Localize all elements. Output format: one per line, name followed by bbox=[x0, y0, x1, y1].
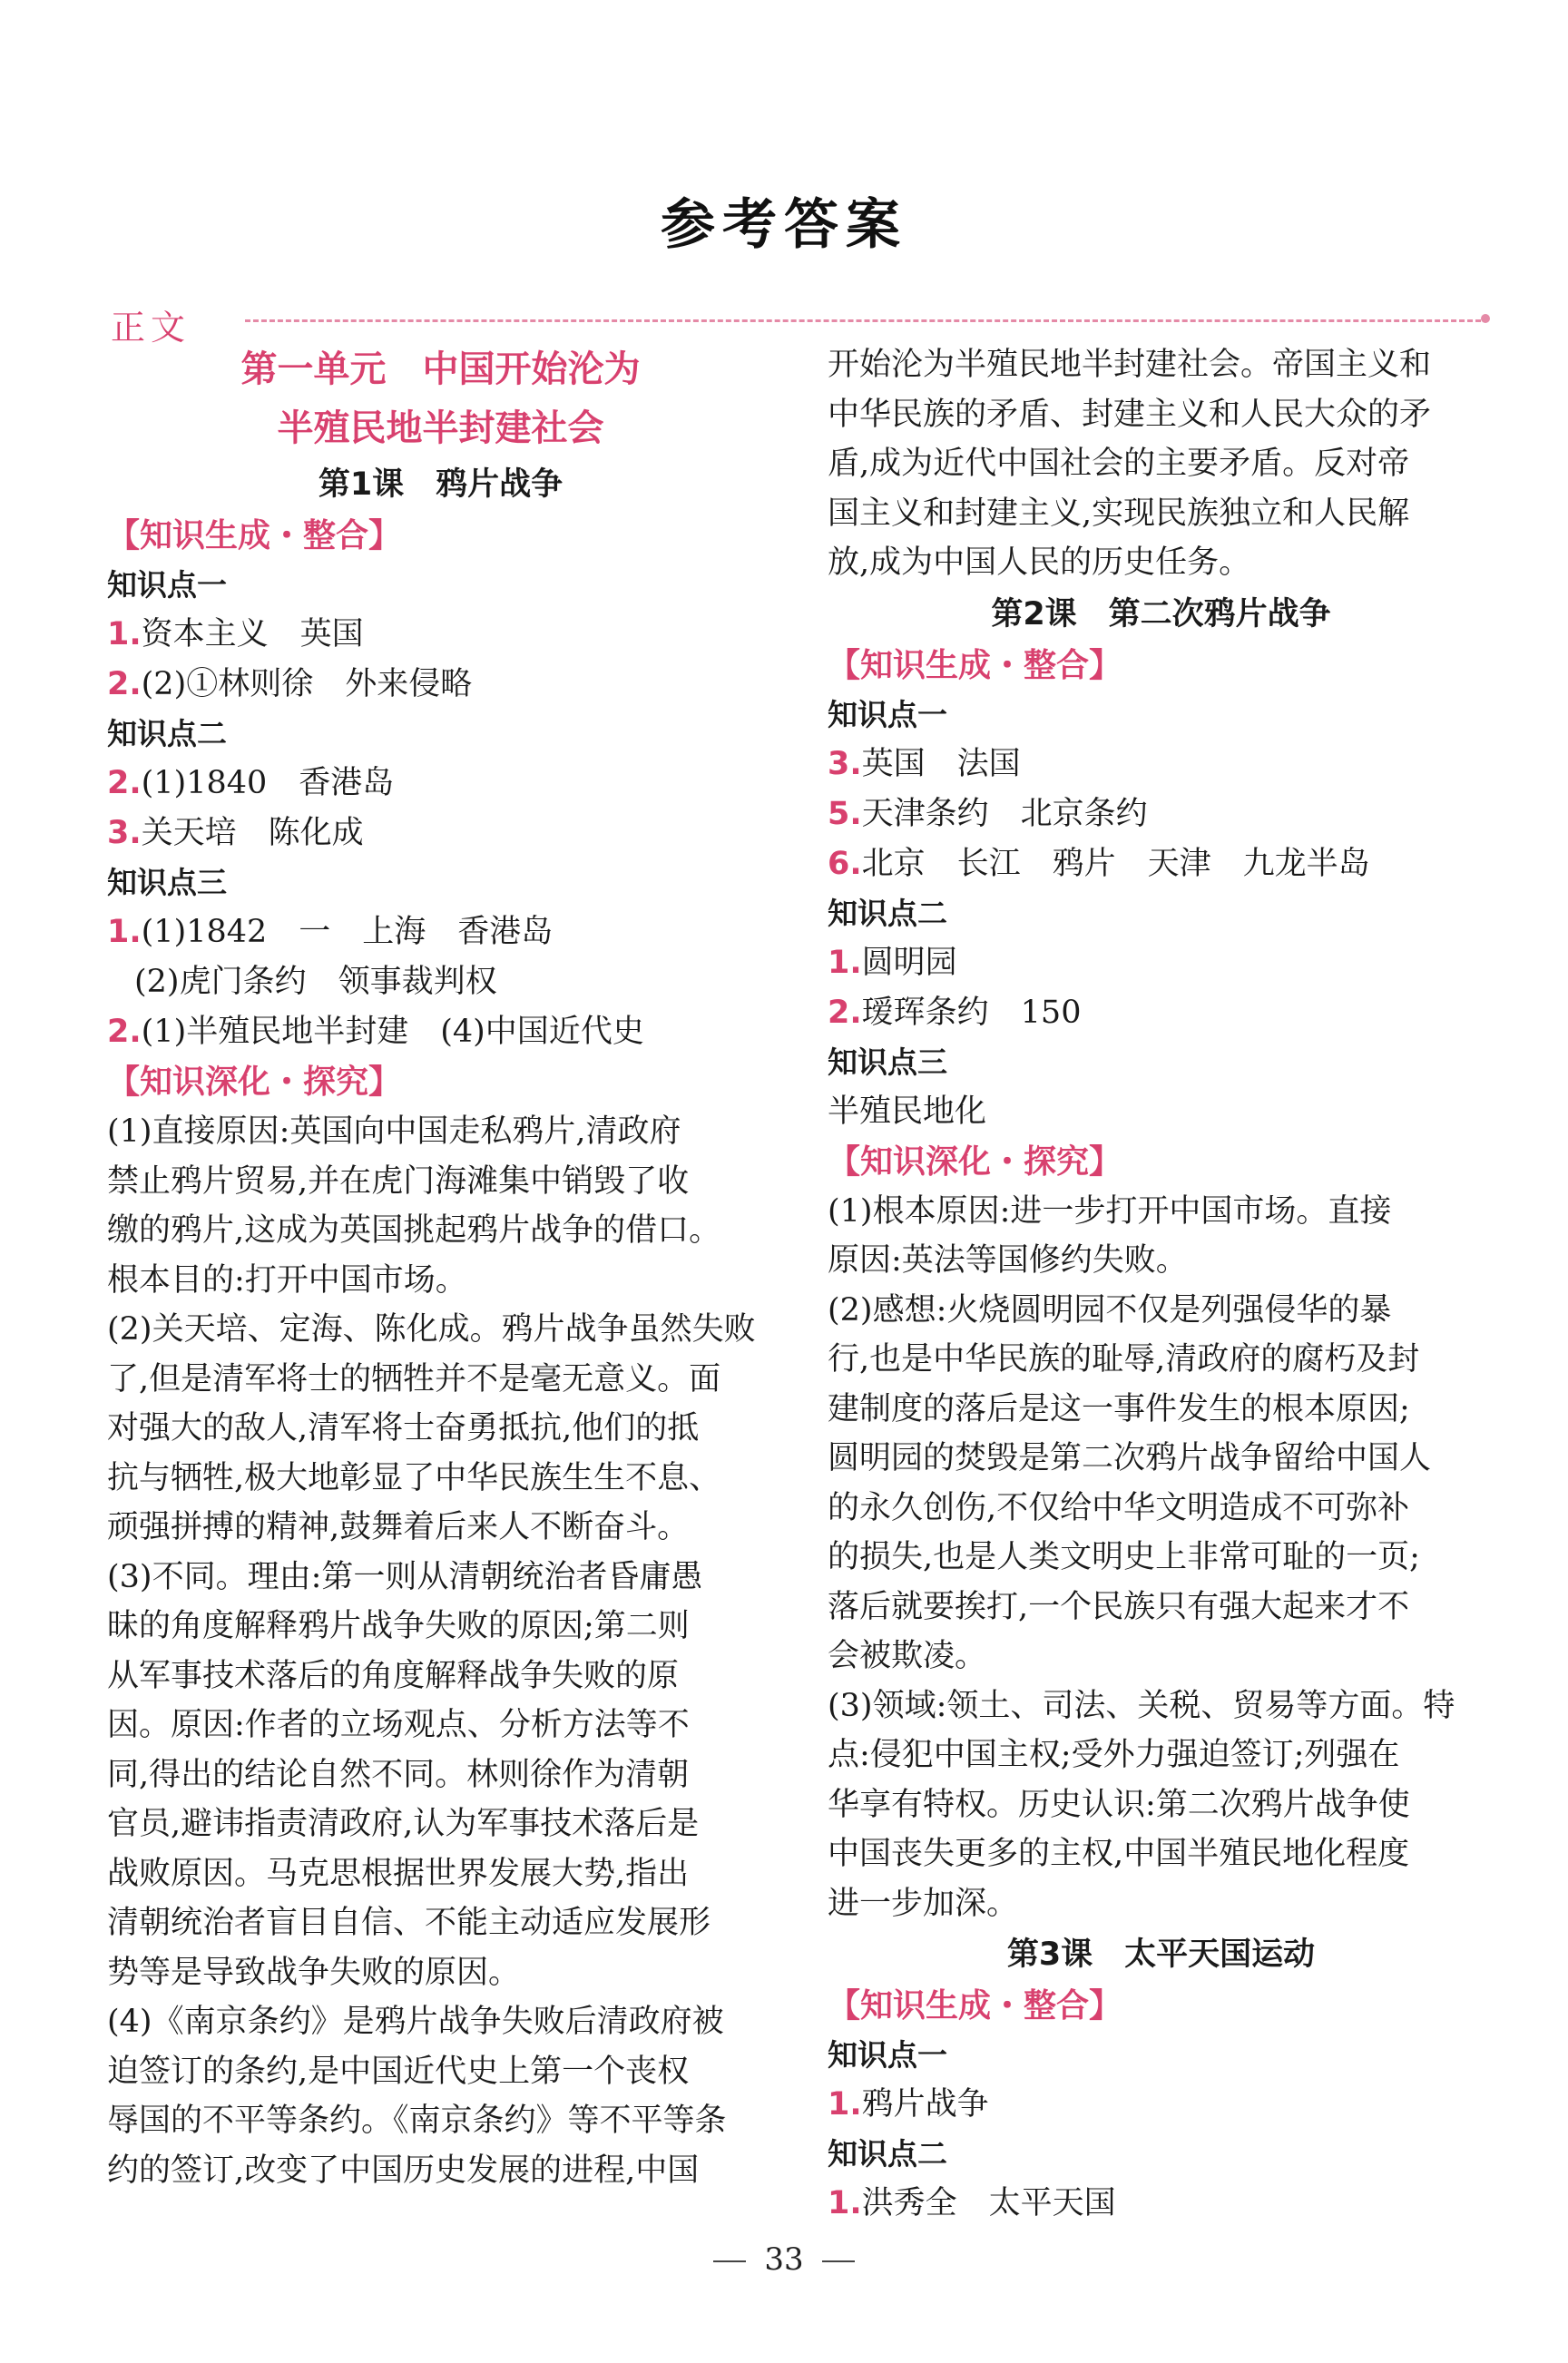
paragraph-line: 抗与牺牲,极大地彰显了中华民族生生不息、 bbox=[107, 1459, 721, 1496]
paragraph-line: 从军事技术落后的角度解释战争失败的原 bbox=[107, 1657, 680, 1694]
page-number-value: 33 bbox=[764, 2241, 804, 2278]
answer-item: 1.鸦片战争 bbox=[828, 2086, 989, 2123]
paragraph-line: (4)《南京条约》是鸦片战争失败后清政府被 bbox=[107, 2004, 724, 2040]
lesson2-title: 第2课 第二次鸦片战争 bbox=[991, 595, 1331, 632]
section-tag: 正文 bbox=[111, 308, 191, 348]
answer-item: 1.洪秀全 太平天国 bbox=[828, 2185, 1116, 2221]
paragraph-line: 点:侵犯中国主权;受外力强迫签订;列强在 bbox=[828, 1737, 1400, 1773]
paragraph-line: 华享有特权。历史认识:第二次鸦片战争使 bbox=[828, 1786, 1410, 1823]
paragraph-line: 战败原因。马克思根据世界发展大势,指出 bbox=[107, 1855, 690, 1892]
right-continuation bbox=[828, 340, 1494, 588]
paragraph-line: 圆明园的焚毁是第二次鸦片战争留给中国人 bbox=[828, 1440, 1432, 1476]
answer-item: 2.瑷珲条约 150 bbox=[828, 994, 1082, 1031]
lesson3-title: 第3课 太平天国运动 bbox=[1006, 1936, 1316, 1973]
paragraph-line: 放,成为中国人民的历史任务。 bbox=[828, 544, 1251, 581]
answer-item: 3.英国 法国 bbox=[828, 745, 1021, 782]
answer-item: 5.天津条约 北京条约 bbox=[828, 795, 1148, 832]
tag-knowledge-deepen: 【知识深化・探究】 bbox=[828, 1142, 1122, 1181]
paragraph-line: 的永久创伤,不仅给中华文明造成不可弥补 bbox=[828, 1489, 1410, 1526]
paragraph-line: 中国丧失更多的主权,中国半殖民地化程度 bbox=[828, 1836, 1410, 1872]
paragraph-line: 根本目的:打开中国市场。 bbox=[107, 1261, 467, 1299]
answer-item: (2)虎门条约 领事裁判权 bbox=[134, 964, 497, 1000]
paragraph-line: 了,但是清军将士的牺牲并不是毫无意义。面 bbox=[107, 1360, 721, 1397]
paragraph-line: (2)关天培、定海、陈化成。鸦片战争虽然失败 bbox=[107, 1311, 756, 1348]
paragraph-line: 因。原因:作者的立场观点、分析方法等不 bbox=[107, 1707, 690, 1743]
paragraph-line: 国主义和封建主义,实现民族独立和人民解 bbox=[828, 495, 1410, 532]
unit-title-line1: 第一单元 中国开始沦为 bbox=[240, 348, 641, 390]
section-divider bbox=[245, 319, 1481, 322]
paragraph-line: (3)领域:领土、司法、关税、贸易等方面。特 bbox=[828, 1687, 1455, 1724]
knowledge-point-3: 知识点三 bbox=[107, 865, 227, 900]
knowledge-point-2: 知识点二 bbox=[828, 2136, 947, 2172]
knowledge-point-3: 知识点三 bbox=[828, 1044, 947, 1080]
paragraph-line: (3)不同。理由:第一则从清朝统治者昏庸愚 bbox=[107, 1558, 703, 1595]
right-paragraph bbox=[828, 1187, 1494, 1929]
paragraph-line: 同,得出的结论自然不同。林则徐作为清朝 bbox=[107, 1756, 690, 1793]
knowledge-point-2: 知识点二 bbox=[107, 716, 227, 751]
answer-item: 2.(1)半殖民地半封建 (4)中国近代史 bbox=[107, 1014, 644, 1050]
paragraph-line: 缴的鸦片,这成为英国挑起鸦片战争的借口。 bbox=[107, 1212, 721, 1249]
paragraph-line: 的损失,也是人类文明史上非常可耻的一页; bbox=[828, 1539, 1420, 1575]
tag-knowledge-integrate: 【知识生成・整合】 bbox=[107, 517, 402, 554]
answer-item: 2.(2)①林则徐 外来侵略 bbox=[107, 666, 473, 702]
left-paragraph bbox=[107, 1107, 774, 2195]
paragraph-line: 清朝统治者盲目自信、不能主动适应发展形 bbox=[107, 1905, 711, 1941]
knowledge-point-2: 知识点二 bbox=[828, 895, 947, 931]
unit-title-line2: 半殖民地半封建社会 bbox=[277, 407, 604, 449]
answer-item: 半殖民地化 bbox=[828, 1093, 987, 1130]
answer-item: 1.圆明园 bbox=[828, 944, 957, 981]
paragraph-line: 盾,成为近代中国社会的主要矛盾。反对帝 bbox=[828, 446, 1410, 482]
paragraph-line: 约的签订,改变了中国历史发展的进程,中国 bbox=[107, 2152, 700, 2189]
tag-knowledge-integrate: 【知识生成・整合】 bbox=[828, 1987, 1122, 2025]
paragraph-line: 建制度的落后是这一事件发生的根本原因; bbox=[828, 1390, 1410, 1427]
paragraph-line: 进一步加深。 bbox=[828, 1885, 1019, 1922]
paragraph-line: (2)感想:火烧圆明园不仅是列强侵华的暴 bbox=[828, 1291, 1392, 1329]
left-column bbox=[107, 340, 774, 2195]
paragraph-line: 顽强拼搏的精神,鼓舞着后来人不断奋斗。 bbox=[107, 1509, 690, 1545]
paragraph-line: (1)根本原因:进一步打开中国市场。直接 bbox=[828, 1192, 1392, 1230]
knowledge-point-1: 知识点一 bbox=[828, 2037, 947, 2073]
paragraph-line: (1)直接原因:英国向中国走私鸦片,清政府 bbox=[107, 1113, 681, 1150]
paragraph-line: 势等是导致战争失败的原因。 bbox=[107, 1954, 521, 1991]
paragraph-line: 原因:英法等国修约失败。 bbox=[828, 1242, 1188, 1279]
lesson1-title: 第1课 鸦片战争 bbox=[318, 466, 564, 503]
paragraph-line: 开始沦为半殖民地半封建社会。帝国主义和 bbox=[828, 347, 1432, 383]
paragraph-line: 禁止鸦片贸易,并在虎门海滩集中销毁了收 bbox=[107, 1162, 690, 1200]
knowledge-point-1: 知识点一 bbox=[107, 567, 227, 603]
paragraph-line: 对强大的敌人,清军将士奋勇抵抗,他们的抵 bbox=[107, 1410, 700, 1446]
right-column bbox=[828, 340, 1494, 2229]
answer-item: 1.(1)1842 一 上海 香港岛 bbox=[107, 914, 554, 950]
paragraph-line: 辱国的不平等条约。《南京条约》等不平等条 bbox=[107, 2103, 727, 2139]
section-divider-dot bbox=[1481, 314, 1490, 323]
paragraph-line: 会被欺凌。 bbox=[828, 1638, 987, 1674]
tag-knowledge-deepen: 【知识深化・探究】 bbox=[107, 1064, 402, 1101]
paragraph-line: 行,也是中华民族的耻辱,清政府的腐朽及封 bbox=[828, 1341, 1420, 1378]
answer-item: 2.(1)1840 香港岛 bbox=[107, 765, 395, 801]
page-title: 参考答案 bbox=[661, 193, 907, 257]
paragraph-line: 昧的角度解释鸦片战争失败的原因;第二则 bbox=[107, 1608, 690, 1644]
paragraph-line: 迫签订的条约,是中国近代史上第一个丧权 bbox=[107, 2053, 690, 2090]
answer-item: 6.北京 长江 鸦片 天津 九龙半岛 bbox=[828, 845, 1370, 882]
knowledge-point-1: 知识点一 bbox=[828, 696, 947, 732]
page-number bbox=[0, 2241, 1568, 2278]
paragraph-line: 落后就要挨打,一个民族只有强大起来才不 bbox=[828, 1588, 1410, 1625]
answer-item: 3.关天培 陈化成 bbox=[107, 815, 364, 851]
tag-knowledge-integrate: 【知识生成・整合】 bbox=[828, 646, 1122, 684]
paragraph-line: 官员,避讳指责清政府,认为军事技术落后是 bbox=[107, 1806, 700, 1842]
answer-item: 1.资本主义 英国 bbox=[107, 616, 364, 652]
paragraph-line: 中华民族的矛盾、封建主义和人民大众的矛 bbox=[828, 396, 1432, 433]
